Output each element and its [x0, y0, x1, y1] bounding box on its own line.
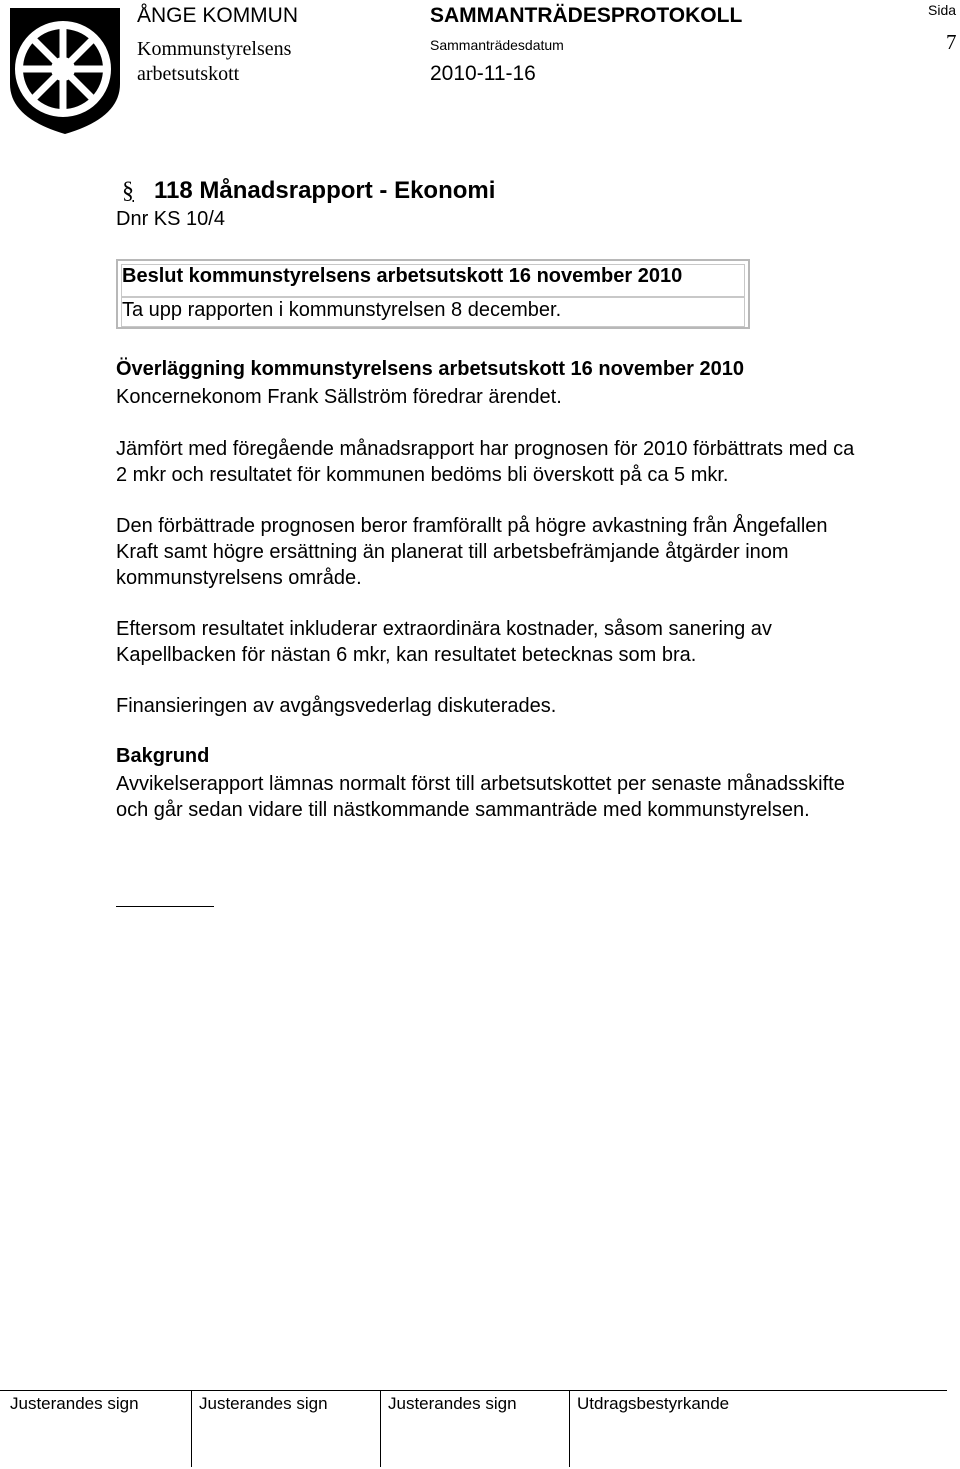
footer-divider — [380, 1391, 381, 1467]
decision-heading: Beslut kommunstyrelsens arbetsutskott 16 november 2010 — [122, 265, 683, 287]
paragraph-line: Finansieringen av avgångsvederlag diskuterades. — [116, 695, 557, 717]
presenter-line: Koncernekonom Frank Sällström föredrar ärendet. — [116, 386, 562, 408]
footer-rule — [0, 1390, 947, 1391]
section-heading — [122, 177, 495, 205]
paragraph — [116, 436, 854, 488]
committee-subname: arbetsutskott — [137, 63, 240, 85]
committee-name: Kommunstyrelsens — [137, 38, 292, 60]
meeting-date: 2010-11-16 — [430, 62, 536, 85]
page-number: 7 — [946, 30, 957, 54]
paragraph — [116, 693, 556, 719]
decision-text: Ta upp rapporten i kommunstyrelsen 8 december. — [122, 299, 562, 321]
footer-divider — [191, 1391, 192, 1467]
paragraph-line: 2 mkr och resultatet för kommunen bedöms bli överskott på ca 5 mkr. — [116, 464, 729, 486]
background-paragraph — [116, 771, 845, 823]
case-number: Dnr KS 10/4 — [116, 208, 225, 230]
document-title: SAMMANTRÄDESPROTOKOLL — [430, 4, 743, 27]
wheel-crest-icon — [8, 6, 122, 136]
paragraph-line: och går sedan vidare till nästkommande sammanträde med kommunstyrelsen. — [116, 799, 810, 821]
paragraph-line: Eftersom resultatet inkluderar extraordinära kostnader, såsom sanering av — [116, 618, 772, 640]
separator-rule — [116, 906, 214, 907]
deliberation-heading: Överläggning kommunstyrelsens arbetsutskott 16 november 2010 — [116, 358, 744, 380]
page-label: Sida — [928, 2, 957, 18]
paragraph-line: Kraft samt högre ersättning än planerat till arbetsbefrämjande åtgärder inom — [116, 541, 789, 563]
meeting-date-label: Sammanträdesdatum — [430, 37, 564, 53]
paragraph-line: Jämfört med föregående månadsrapport har prognosen för 2010 förbättrats med ca — [116, 438, 855, 460]
certification-cell: Utdragsbestyrkande — [577, 1394, 730, 1413]
footer-divider — [569, 1391, 570, 1467]
paragraph-line: Den förbättrade prognosen beror framförallt på högre avkastning från Ångefallen — [116, 515, 828, 537]
paragraph-line: Avvikelserapport lämnas normalt först till arbetsutskottet per senaste månadsskifte — [116, 773, 845, 795]
signature-cell-2: Justerandes sign — [199, 1394, 328, 1413]
signature-cell-1: Justerandes sign — [10, 1394, 139, 1413]
paragraph-line: Kapellbacken för nästan 6 mkr, kan resultatet betecknas som bra. — [116, 644, 697, 666]
section-symbol: § — [122, 178, 134, 204]
paragraph — [116, 513, 828, 591]
signature-cell-3: Justerandes sign — [388, 1394, 517, 1413]
organization-name: ÅNGE KOMMUN — [137, 4, 299, 27]
paragraph — [116, 616, 772, 668]
paragraph-line: kommunstyrelsens område. — [116, 567, 362, 589]
background-heading: Bakgrund — [116, 745, 210, 767]
section-title: 118 Månadsrapport - Ekonomi — [154, 177, 496, 204]
